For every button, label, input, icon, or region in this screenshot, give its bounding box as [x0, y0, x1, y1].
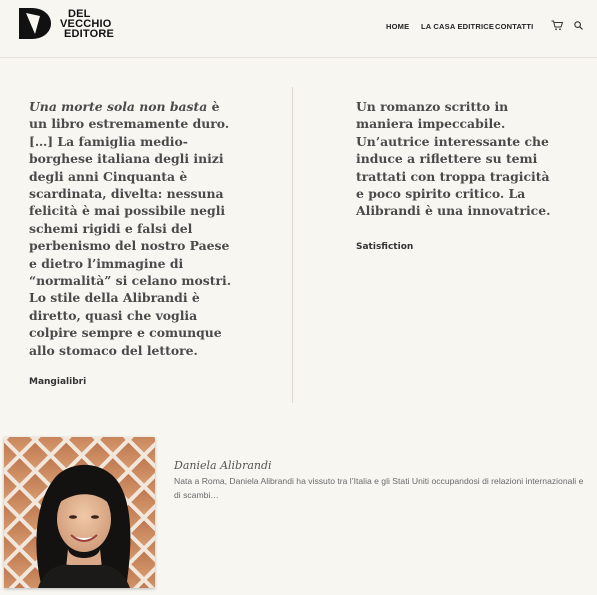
logo-icon[interactable]	[19, 8, 51, 39]
book-title: Una morte sola non basta	[29, 99, 208, 114]
author-photo[interactable]	[4, 437, 155, 588]
logo-line-2: VECCHIO	[60, 18, 112, 30]
logo-line-1: DEL	[68, 8, 91, 20]
author-portrait-image	[4, 437, 155, 588]
cart-icon[interactable]	[551, 20, 563, 31]
nav-contatti[interactable]: CONTATTI	[495, 22, 534, 31]
author-name-link[interactable]: Daniela Alibrandi	[174, 459, 272, 472]
author-bio: Nata a Roma, Daniela Alibrandi ha vissuto tra l’Italia e gli Stati Uniti occupandosi di relazioni internazionali e di scambi…	[174, 476, 584, 500]
review-quote-1	[29, 98, 235, 359]
review-source-1: Mangialibri	[29, 377, 87, 387]
column-divider	[292, 87, 293, 403]
search-icon[interactable]	[574, 21, 583, 30]
review-source-2: Satisfiction	[356, 242, 414, 252]
site-header	[0, 0, 597, 58]
logo-line-3: EDITORE	[64, 28, 115, 40]
nav-home[interactable]: HOME	[386, 22, 410, 31]
review-quote-2: Un romanzo scritto in maniera impeccabile. Un’autrice interessante che induce a riflettere su temi trattati con troppa tragicità e poco spirito critico. La Alibrandi è una innovatrice.	[356, 99, 551, 219]
logo-wordmark[interactable]	[56, 9, 114, 39]
review-text-1: è un libro estremamente duro. […] La famiglia medio-borghese italiana degli inizi degli anni Cinquanta è scardinata, divelta: nessuna felicità è mai possibile negli schemi rigidi e falsi del perbenismo del nostro Paese e dietro l’immagine di “normalità” si celano mostri. Lo stile della Alibrandi è diretto, quasi che voglia colpire sempre e comunque allo stomaco del lettore.	[29, 99, 232, 358]
nav-la-casa-editrice[interactable]: LA CASA EDITRICE	[421, 22, 495, 31]
